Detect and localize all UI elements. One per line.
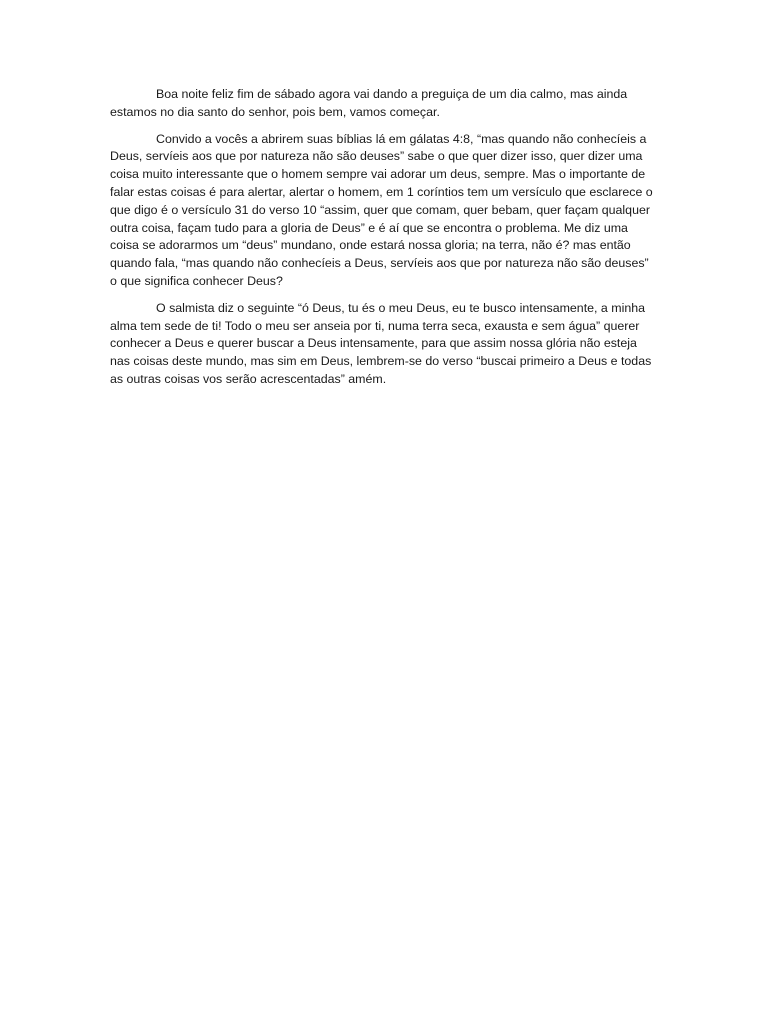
paragraph-3: O salmista diz o seguinte “ó Deus, tu és o meu Deus, eu te busco intensamente, a minha alma tem sede de ti! Todo o meu ser anseia por ti, numa terra seca, exausta e sem água” querer conhecer a Deus e querer buscar a Deus intensamente, para que assim nossa glória não esteja nas coisas deste mundo, mas sim em Deus, lembrem-se do verso “buscai primeiro a Deus e todas as outras coisas vos serão acrescentadas” amém.: [110, 300, 652, 386]
paragraph-1: Boa noite feliz fim de sábado agora vai dando a preguiça de um dia calmo, mas ainda estamos no dia santo do senhor, pois bem, vamos começar.: [110, 87, 628, 119]
document-body: [110, 86, 658, 398]
paragraph-2: Convido a vocês a abrirem suas bíblias lá em gálatas 4:8, “mas quando não conhecíeis a Deus, servíeis aos que por natureza não são deuses” sabe o que quer dizer isso, quer dizer uma coisa muito interessante que o homem sempre vai adorar um deus, sempre. Mas o importante de falar estas coisas é para alertar, alertar o homem, em 1 coríntios tem um versículo que esclarece o que digo é o versículo 31 do verso 10 “assim, quer que comam, quer bebam, quer façam qualquer outra coisa, façam tudo para a gloria de Deus” e é aí que se encontra o problema. Me diz uma coisa se adorarmos um “deus” mundano, onde estará nossa gloria; na terra, não é? mas então quando fala, “mas quando não conhecíeis a Deus, servíeis aos que por natureza não são deuses” o que significa conhecer Deus?: [110, 131, 653, 288]
